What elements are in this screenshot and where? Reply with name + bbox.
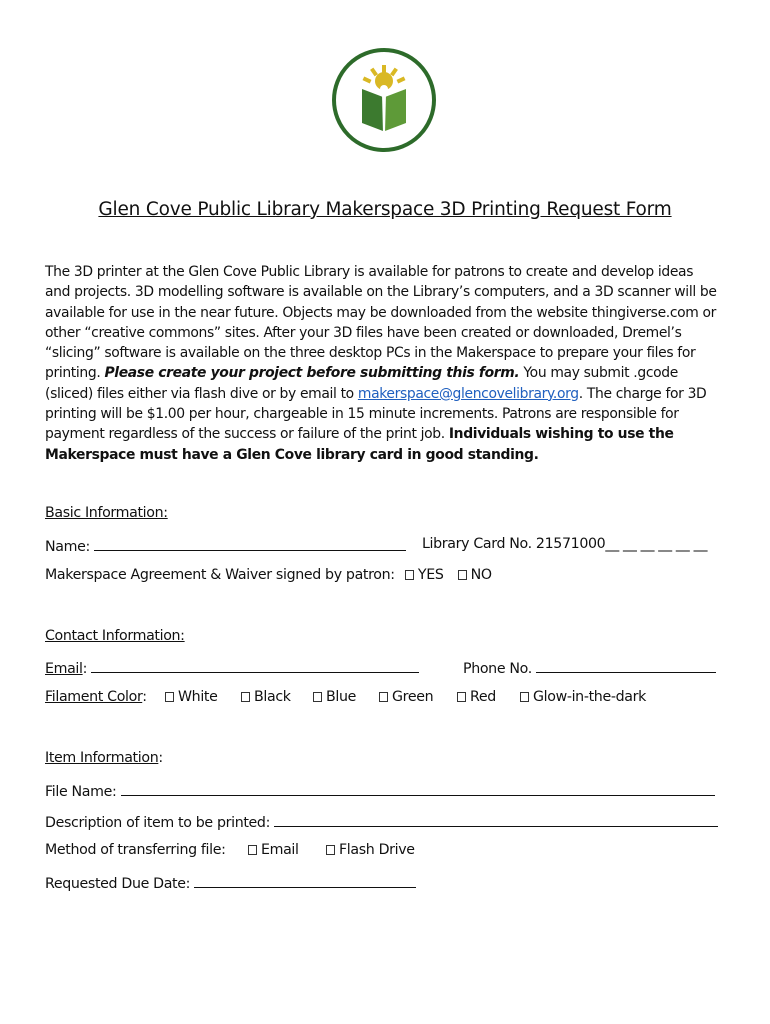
agreement-label: Makerspace Agreement & Waiver signed by patron: (45, 567, 395, 583)
color-option-black[interactable] (241, 689, 291, 705)
email-field[interactable] (91, 658, 419, 673)
intro-line (45, 445, 735, 465)
color-label: Green (392, 689, 434, 705)
no-checkbox[interactable] (458, 570, 467, 580)
email-method-checkbox[interactable] (248, 845, 257, 855)
intro-text: . The charge for 3D (578, 385, 707, 402)
yes-option[interactable] (405, 567, 444, 583)
intro-bold: Makerspace must have a Glen Cove library card in good standing. (45, 446, 539, 463)
file-name-row (45, 781, 715, 800)
intro-line (45, 384, 735, 404)
name-label: Name: (45, 539, 90, 555)
no-option[interactable] (458, 567, 492, 583)
file-name-field[interactable] (121, 781, 715, 796)
green-checkbox[interactable] (379, 692, 388, 702)
item-heading-label: Item Information (45, 750, 159, 766)
flash-method-checkbox[interactable] (326, 845, 335, 855)
intro-line: and projects. 3D modelling software is available on the Library’s computers, and a 3D scanner will be (45, 284, 717, 301)
due-date-label: Requested Due Date: (45, 876, 191, 892)
transfer-method-label: Method of transferring file: (45, 842, 226, 858)
description-field[interactable] (274, 812, 718, 827)
intro-line (45, 363, 735, 383)
glow-checkbox[interactable] (520, 692, 529, 702)
description-row (45, 812, 718, 831)
color-label: Red (470, 689, 496, 705)
description-label: Description of item to be printed: (45, 815, 271, 831)
intro-line: available for use in the near future. Objects may be downloaded from the website thingiverse.com or (45, 304, 717, 321)
intro-text: (sliced) files either via flash dive or by email to (45, 385, 358, 402)
white-checkbox[interactable] (165, 692, 174, 702)
color-label: White (178, 689, 218, 705)
intro-line (45, 424, 735, 444)
item-heading-colon: : (158, 750, 163, 766)
library-card-label[interactable]: Library Card No. 21571000__ __ __ __ __ __ (422, 536, 708, 552)
agreement-row (45, 567, 492, 583)
color-label: Black (254, 689, 291, 705)
color-option-white[interactable] (165, 689, 218, 705)
name-field[interactable] (94, 536, 406, 551)
intro-line: other “creative commons” sites. After your 3D files have been created or downloaded, Dremel’s (45, 324, 682, 341)
red-checkbox[interactable] (457, 692, 466, 702)
intro-text: printing. (45, 365, 105, 382)
email-link[interactable]: makerspace@glencovelibrary.org (357, 385, 579, 402)
method-option-flash[interactable] (326, 842, 415, 858)
intro-bold: Individuals wishing to use the (448, 426, 674, 443)
blue-checkbox[interactable] (313, 692, 322, 702)
contact-info-heading: Contact Information: (45, 628, 185, 644)
color-option-red[interactable] (457, 689, 496, 705)
due-date-row (45, 873, 416, 892)
basic-info-heading: Basic Information: (45, 505, 168, 521)
intro-text: payment regardless of the success or failure of the print job. (45, 426, 449, 443)
due-date-field[interactable] (194, 873, 416, 888)
black-checkbox[interactable] (241, 692, 250, 702)
email-label: Email (45, 661, 83, 677)
color-option-green[interactable] (379, 689, 433, 705)
yes-checkbox[interactable] (405, 570, 414, 580)
phone-field[interactable] (536, 658, 716, 673)
file-name-label: File Name: (45, 784, 117, 800)
color-option-blue[interactable] (313, 689, 356, 705)
method-label: Email (261, 842, 299, 858)
name-row (45, 536, 406, 555)
method-label: Flash Drive (339, 842, 415, 858)
item-info-heading (45, 750, 163, 766)
intro-text: You may submit .gcode (519, 365, 678, 382)
phone-label: Phone No. (463, 661, 532, 677)
filament-label-row (45, 689, 147, 705)
intro-emphasis: Please create your project before submitting this form. (104, 365, 520, 382)
method-option-email[interactable] (248, 842, 299, 858)
email-colon: : (82, 661, 88, 677)
transfer-method-row (45, 842, 226, 858)
filament-colon: : (142, 689, 147, 705)
color-label: Blue (326, 689, 356, 705)
intro-line: “slicing” software is available on the three desktop PCs in the Makerspace to prepare your files for (45, 345, 696, 362)
intro-paragraph (45, 262, 735, 465)
intro-line: printing will be $1.00 per hour, chargeable in 15 minute increments. Patrons are responsible for (45, 406, 679, 423)
email-row (45, 658, 419, 677)
color-label: Glow-in-the-dark (533, 689, 646, 705)
filament-label: Filament Color (45, 689, 143, 705)
no-label: NO (470, 567, 492, 583)
library-logo-icon (331, 47, 437, 153)
intro-line: The 3D printer at the Glen Cove Public Library is available for patrons to create and develop ideas (45, 264, 694, 280)
yes-label: YES (417, 567, 444, 583)
phone-row (463, 658, 716, 677)
page-title: Glen Cove Public Library Makerspace 3D Printing Request Form (98, 199, 672, 220)
color-option-glow[interactable] (520, 689, 646, 705)
